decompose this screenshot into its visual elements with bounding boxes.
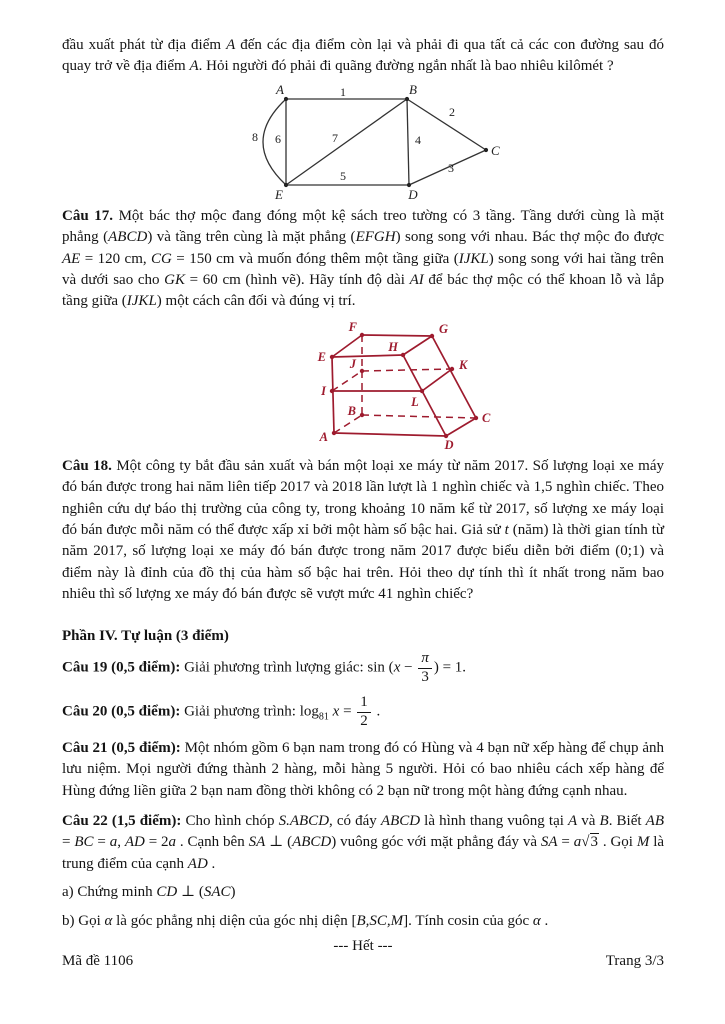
shelf-label-e: E [317,349,326,364]
shelf-label-g: G [439,321,449,336]
edge-ad [334,433,446,436]
edge-bd [407,99,409,185]
vertex-label-b: B [409,81,417,97]
edge-weight-4: 4 [415,132,421,147]
edge-hg [403,336,432,355]
vertex-label-e: E [275,186,283,202]
edge-ef [332,335,362,357]
shelf-label-c: C [482,410,491,425]
shelf-label-d: D [444,437,454,452]
edge-weight-3: 3 [448,160,454,175]
graph-edge-weights [252,85,455,183]
question-20-text: Câu 20 (0,5 điểm): Giải phương trình: $\log_{81} x$ = $\frac{1}{2}$ . [62,694,381,730]
graph-figure [62,81,664,205]
edge-jk [362,369,452,371]
edge-eh [332,355,403,357]
question-20 [62,693,664,733]
shelf-vertices [330,333,478,438]
page-footer [62,953,664,970]
question-19 [62,649,664,689]
edge-ea [332,357,334,433]
edge-hd [403,355,446,436]
question-22a: a) Chứng minh CD ⊥ (SAC) [62,884,236,901]
shelf-label-l: L [411,394,419,409]
edge-weight-8: 8 [252,129,258,144]
shelf-dashed-edges [332,335,476,433]
vertex-label-c: C [491,142,500,158]
edge-bc [362,415,476,418]
vertex-label-d: D [408,186,418,202]
vertex-label-a: A [276,81,284,97]
shelf-label-j: J [349,356,356,371]
question-19-text: Câu 19 (0,5 điểm): Giải phương trình lượng giác: sin (x − $\frac{\pi}{3}$ ) = 1. [62,650,467,686]
section-heading: Phần IV. Tự luận (3 điểm) [62,627,229,644]
shelf-label-h: H [388,339,398,354]
edge-ij [332,371,362,391]
page-number: Trang 3/3 [605,953,664,969]
shelf-label-a: A [319,429,328,444]
end-marker: --- Hết --- [333,937,393,954]
question-17: Câu 17. Một bác thợ mộc đang đóng một kệ sách treo tường có 3 tầng. Tầng dưới cùng là mặt phẳng (ABCD) và tầng trên cùng là mặt phẳng (EFGH) song song với nhau. Bác thợ mộc đo được AE = 120 cm, CG = 150 cm và muốn đóng thêm một tầng giữa (IJKL) song song với hai tầng trên và dưới sao cho GK = 60 cm (hình vẽ). Hãy tính độ dài AI để bác thợ mộc có thể khoan lỗ và lắp tầng giữa (IJKL) một cách cân đối và đúng vị trí. [62,207,664,310]
edge-dc [446,418,476,436]
page-content [62,0,664,955]
shelf-label-i: I [321,383,326,398]
edge-weight-2: 2 [449,104,455,119]
shelf-vertex-labels [317,320,491,452]
edge-weight-1: 1 [340,84,346,99]
edge-weight-6: 6 [275,131,281,146]
shelf-label-f: F [348,319,357,334]
shelf-solid-edges [332,335,476,436]
edge-lk [422,369,452,391]
exam-code: Mã đề 1106 [62,953,134,969]
shelf-label-b: B [347,403,356,418]
graph-vertex-labels [274,82,500,202]
graph-vertices [284,97,488,187]
shelf-figure-svg [299,316,499,452]
intro-paragraph: đầu xuất phát từ địa điểm A đến các địa điểm còn lại và phải đi qua tất cả các con đường sau đó quay trở về địa điểm A. Hỏi người đó phải đi quãng đường ngắn nhất là bao nhiêu kilômét ? [62,37,664,75]
question-21: Câu 21 (0,5 điểm): Một nhóm gồm 6 bạn nam trong đó có Hùng và 4 bạn nữ xếp hàng để chụp ảnh lưu niệm. Mọi người đứng thành 2 hàng, mỗi hàng 5 người. Hỏi có bao nhiêu cách xếp hàng để Hùng đứng liền giữa 2 bạn nam đồng thời không có 2 bạn nữ trong một hàng đứng cạnh nhau. [62,739,664,799]
graph-figure-svg [232,81,507,203]
edge-eb [286,99,407,185]
edge-weight-5: 5 [340,168,346,183]
question-22: Câu 22 (1,5 điểm): Cho hình chóp S.ABCD, có đáy ABCD là hình thang vuông tại A và B. Biết AB = BC = a, AD = 2a . Cạnh bên SA ⊥ (ABCD) vuông góc với mặt phẳng đáy và SA = a√3 . Gọi M là trung điểm của cạnh AD . [62,812,665,872]
question-22b: b) Gọi α là góc phẳng nhị diện của góc nhị diện [B,SC,M]. Tính cosin của góc α . [62,912,549,929]
edge-fg [362,335,432,336]
question-18: Câu 18. Một công ty bắt đầu sản xuất và bán một loại xe máy từ năm 2017. Số lượng loại xe máy đó bán được trong hai năm liên tiếp 2017 và 2018 lần lượt là 1 nghìn chiếc và 1,5 nghìn chiếc. Theo nghiên cứu dự báo thị trường của công ty, trong khoảng 10 năm kể từ 2017, số lượng xe máy loại đó bán được mỗi năm có thể được xấp xỉ bởi một hàm số bậc hai. Giả sử t (năm) là thời gian tính từ năm 2017, số lượng loại xe máy đó bán được trong năm 2017 được biểu diễn bởi điểm (0;1) và điểm này là đỉnh của đồ thị của hàm số bậc hai trên. Hỏi theo dự tính thì ít nhất trong năm bao nhiêu thì số lượng xe máy đó bán được sẽ vượt mức 41 nghìn chiếc? [62,457,664,603]
edge-weight-7: 7 [332,130,338,145]
edge-gc [432,336,476,418]
shelf-figure [62,316,664,454]
shelf-label-k: K [459,357,468,372]
